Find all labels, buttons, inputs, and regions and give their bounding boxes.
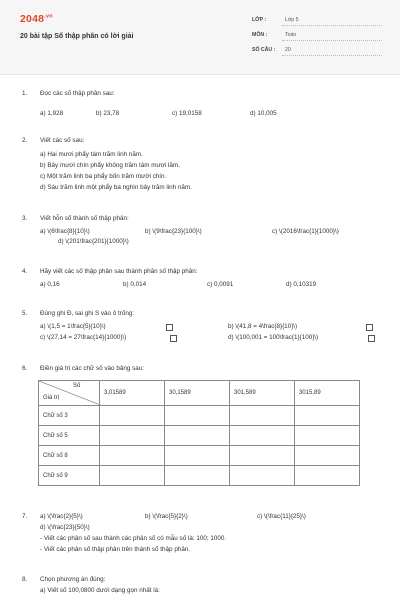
table-row — [39, 466, 360, 486]
row-label: Chữ số 3 — [39, 406, 100, 426]
column-header: 3015,89 — [295, 381, 360, 406]
option-c: c) \(2016\frac{1}{1000}\) — [272, 228, 339, 235]
question-text: Đúng ghi Đ, sai ghi S vào ô trống: — [40, 310, 135, 317]
option-c: c) \(27,14 = 27\frac{14}{1000}\) — [40, 334, 127, 341]
question-number: 8. — [22, 576, 28, 583]
table-row — [39, 406, 360, 426]
line-b: b) Bảy mươi chín phẩy không trăm tám mươi lăm. — [40, 162, 180, 169]
option-a: a) 0,16 — [40, 281, 60, 288]
question-number: 6. — [22, 365, 28, 372]
meta-subject-key: MÔN : — [252, 32, 268, 38]
answer-cell[interactable] — [295, 406, 360, 426]
meta-count-value: 20 — [285, 47, 291, 53]
answer-checkbox-b[interactable] — [366, 324, 373, 331]
worksheet-title: 20 bài tập Số thập phân có lời giải — [20, 33, 134, 40]
option-b: b) \(\frac{5}{2}\) — [145, 513, 188, 520]
digit-value-table — [38, 380, 360, 486]
row-label: Chữ số 5 — [39, 426, 100, 446]
answer-cell[interactable] — [230, 466, 295, 486]
option-c: c) 19,0158 — [172, 110, 202, 117]
header-bottom-label: Giá trị — [43, 395, 60, 401]
table-header-row — [39, 381, 360, 406]
option-d: d) \(\frac{23}{50}\) — [40, 524, 90, 531]
logo-tld: .vn — [44, 13, 53, 20]
answer-checkbox-d[interactable] — [368, 335, 375, 342]
line-d: d) Sáu trăm linh một phẩy ba nghìn bảy trăm linh năm. — [40, 184, 192, 191]
table-corner-cell — [39, 381, 100, 406]
answer-cell[interactable] — [295, 426, 360, 446]
answer-cell[interactable] — [100, 466, 165, 486]
question-text: Viết hỗn số thành số thập phân: — [40, 215, 129, 222]
option-d: d) 10,005 — [250, 110, 277, 117]
answer-cell[interactable] — [230, 446, 295, 466]
note-1: - Viết các phân số sau thành các phân số có mẫu số là: 100; 1000. — [40, 535, 227, 542]
header-top-label: Số — [73, 383, 81, 389]
option-b: b) 23,78 — [96, 110, 120, 117]
table-row — [39, 426, 360, 446]
option-a: a) \(1,5 = 1\frac{5}{10}\) — [40, 323, 106, 330]
row-label: Chữ số 8 — [39, 446, 100, 466]
answer-cell[interactable] — [230, 406, 295, 426]
option-c: c) 0,0091 — [207, 281, 234, 288]
answer-cell[interactable] — [100, 446, 165, 466]
question-number: 7. — [22, 513, 28, 520]
answer-cell[interactable] — [165, 446, 230, 466]
column-header: 301,589 — [230, 381, 295, 406]
question-number: 4. — [22, 268, 28, 275]
answer-cell[interactable] — [165, 426, 230, 446]
option-b: b) 0,014 — [123, 281, 147, 288]
line-a: a) Hai mươi phẩy tám trăm linh năm. — [40, 151, 143, 158]
worksheet-header — [0, 0, 400, 75]
question-number: 2. — [22, 137, 28, 144]
column-header: 3,01589 — [100, 381, 165, 406]
answer-cell[interactable] — [165, 406, 230, 426]
site-logo[interactable] — [20, 13, 53, 25]
option-a: a) 1,928 — [40, 110, 64, 117]
answer-cell[interactable] — [230, 426, 295, 446]
answer-cell[interactable] — [100, 426, 165, 446]
diagonal-line — [39, 381, 103, 406]
question-text: Điền giá trị các chữ số vào bảng sau: — [40, 365, 144, 372]
option-d: d) 0,10319 — [286, 281, 317, 288]
option-b: b) \(9\frac{23}{100}\) — [145, 228, 202, 235]
option-a: a) \(6\frac{8}{10}\) — [40, 228, 90, 235]
question-text: Chọn phương án đúng: — [40, 576, 106, 583]
table-row — [39, 446, 360, 466]
meta-subject-value: Toán — [285, 32, 297, 38]
answer-cell[interactable] — [100, 406, 165, 426]
answer-cell[interactable] — [295, 466, 360, 486]
option-d: d) \(201\frac{201}{1000}\) — [58, 238, 129, 245]
meta-class-key: LỚP : — [252, 17, 267, 23]
question-number: 1. — [22, 90, 28, 97]
question-number: 5. — [22, 310, 28, 317]
answer-checkbox-c[interactable] — [170, 335, 177, 342]
question-text: Đọc các số thập phân sau: — [40, 90, 115, 97]
option-d: d) \(100,001 = 100\frac{1}{100}\) — [228, 334, 319, 341]
column-header: 30,1589 — [165, 381, 230, 406]
option-c: c) \(\frac{11}{25}\) — [257, 513, 306, 520]
option-b: b) \(41,8 = 4\frac{8}{10}\) — [228, 323, 298, 330]
option-a: a) \(\frac{2}{5}\) — [40, 513, 83, 520]
line-c: c) Một trăm linh ba phẩy bốn trăm mười chín. — [40, 173, 167, 180]
answer-cell[interactable] — [165, 466, 230, 486]
answer-checkbox-a[interactable] — [166, 324, 173, 331]
logo-number: 2048 — [20, 13, 45, 25]
question-number: 3. — [22, 215, 28, 222]
note-2: - Viết các phân số thập phân trên thành số thập phân. — [40, 546, 191, 553]
question-text: Hãy viết các số thập phân sau thành phân số thập phân: — [40, 268, 198, 275]
question-text: Viết các số sau: — [40, 137, 85, 144]
row-label: Chữ số 9 — [39, 466, 100, 486]
sub-question-a: a) Viết số 100,0800 dưới dạng gọn nhất là: — [40, 587, 160, 594]
answer-cell[interactable] — [295, 446, 360, 466]
meta-class-value: Lớp 5 — [285, 17, 299, 23]
meta-count-key: SỐ CÂU : — [252, 47, 276, 53]
